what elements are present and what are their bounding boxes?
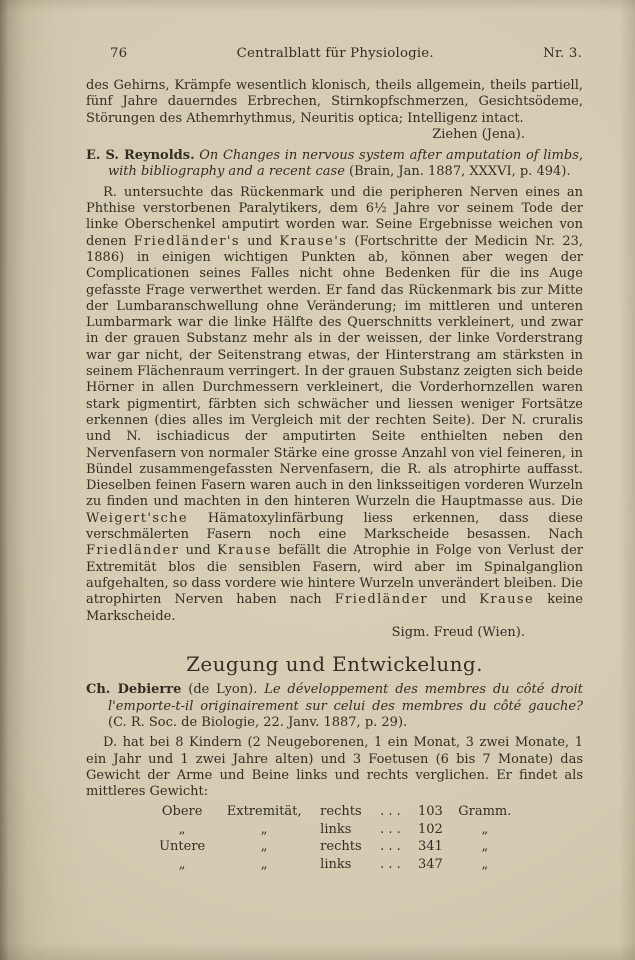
weights-cell: Gramm. <box>458 804 512 820</box>
weights-cell: . . . <box>380 804 401 820</box>
debierre-affiliation: (de Lyon). <box>188 682 258 698</box>
weights-cell: links <box>320 856 352 872</box>
reynolds-title: On Changes in nervous system after amputation of limbs, with bibliography and a recent case <box>108 148 584 180</box>
weights-row <box>149 803 520 821</box>
weights-cell: „ <box>260 839 268 855</box>
weights-cell: „ <box>178 821 186 837</box>
weights-cell: „ <box>481 821 489 837</box>
weights-row <box>149 838 520 856</box>
weights-cell: 341 <box>418 839 443 855</box>
debierre-entry-heading <box>86 682 583 731</box>
journal-title: Centralblatt für Physiologie. <box>236 46 434 61</box>
debierre-source: (C. R. Soc. de Biologie, 22. Janv. 1887, p. 29). <box>108 714 408 730</box>
weights-cell: 103 <box>418 804 443 820</box>
weights-cell: „ <box>481 839 489 855</box>
text-segment: keine Markscheide. <box>86 592 583 624</box>
text-segment: befällt die Atrophie in Folge von Verlust der Extremität blos die sensiblen Fasern, wird aber im Spinalganglion aufgehalten, so dass vordere wie hintere Wurzeln unverändert bleiben. Die atrophirten Nerven haben nach <box>86 543 583 608</box>
emphasized-name: Krause's <box>279 233 348 249</box>
weights-cell: . . . <box>380 839 401 855</box>
text-segment: und <box>179 543 218 559</box>
debierre-body: D. hat bei 8 Kindern (2 Neugeborenen, 1 ein Monat, 3 zwei Monate, 1 ein Jahr und 1 zwei Jahre alten) und 3 Foetusen (6 bis 7 Monate) das Gewicht der Arme und Beine links und rechts verglichen. Er findet als mittleres Gewicht: <box>86 735 583 800</box>
continuation-paragraph: des Gehirns, Krämpfe wesentlich klonisch, theils allgemein, theils partiell, fünf Jahre dauerndes Erbrechen, Stirnkopfschmerzen, Gesichtsödeme, Störungen des Athemrhythmus, Neuritis optica; Intelligenz intact. <box>86 78 583 126</box>
weights-cell: Obere <box>161 804 203 820</box>
weights-cell: „ <box>178 856 186 872</box>
weights-cell: Untere <box>159 839 206 855</box>
emphasized-name: Krause <box>479 592 535 608</box>
section-heading: Zeugung und Entwickelung. <box>186 652 483 677</box>
text-segment: und <box>239 233 280 249</box>
weights-row <box>149 821 520 839</box>
signature-ziehen: Ziehen (Jena). <box>432 126 525 142</box>
weights-cell: links <box>320 821 352 837</box>
emphasized-name: Krause <box>217 543 272 559</box>
weights-cell: „ <box>260 856 268 872</box>
issue-number: Nr. 3. <box>543 46 582 61</box>
emphasized-name: Friedländer's <box>133 233 240 249</box>
weights-cell: rechts <box>320 839 362 855</box>
weights-cell: Extremität, <box>226 804 302 820</box>
emphasized-name: Friedländer <box>86 543 180 559</box>
weights-cell: „ <box>260 821 268 837</box>
text-segment: R. untersuchte das Rückenmark und die peripheren Nerven eines an Phthise verstorbenen Paralytikers, dem 6½ Jahre vor seinem Tode der linke Oberschenkel amputirt worden war. Seine Ergebnisse weichen von denen <box>86 184 583 249</box>
signature-freud: Sigm. Freud (Wien). <box>391 624 525 640</box>
reynolds-entry-heading <box>86 148 583 181</box>
weights-cell: . . . <box>380 821 401 837</box>
emphasized-name: Friedländer <box>334 592 429 608</box>
weights-table <box>149 803 520 873</box>
weights-cell: 347 <box>418 856 443 872</box>
weights-cell: . . . <box>380 856 401 872</box>
weights-row <box>149 856 520 874</box>
text-segment: (Fortschritte der Medicin Nr. 23, 1886) in einigen wichtigen Punkten ab, können aber wegen der Complicationen seines Falles nicht ohne Bedenken für die ins Auge gefasste Frage verwerthet werden. Er fand das Rückenmark bis zur Mitte der Lumbaranschwellung ohne Veränderung; im mittleren und unteren Lumbarmark war die linke Hälfte des Querschnitts verkleinert, und zwar in der grauen Substanz mehr als in der weissen, der linke Vorderstrang war gar nicht, der Seitenstrang etwas, der Hinterstrang am stärksten in seinem Flächenraum verringert. In der grauen Substanz zeigten sich beide Hörner in allen Durchmessern verkleinert, die Vorderhornzellen waren stark pigmentirt, färbten sich schwächer und liessen weniger Fortsätze erkennen (dies alles im Vergleich mit der rechten Seite). Der N. cruralis und N. ischiadicus der amputirten Seite enthielten neben den Nervenfasern von normaler Stärke eine grosse Anzahl von viel feineren, in Bündel zusammengefassten Nervenfasern, die R. als atrophirte auffasst. Dieselben feinen Fasern waren auch in den linksseitigen vorderen Wurzeln zu finden und machten in den hinteren Wurzeln die Hauptmasse aus. Die <box>86 233 583 510</box>
weights-cell: 102 <box>418 821 443 837</box>
emphasized-name: Weigert'sche <box>86 510 188 526</box>
weights-cell: „ <box>481 856 489 872</box>
reynolds-source: (Brain, Jan. 1887, XXXVI, p. 494). <box>349 164 571 180</box>
page-number: 76 <box>110 46 128 61</box>
debierre-title: Le développement des membres du côté droit l'emporte-t-il originairement sur celui des membres du côté gauche? <box>108 682 584 714</box>
page-header <box>0 0 635 61</box>
weights-cell: rechts <box>320 804 362 820</box>
debierre-author: Ch. Debierre <box>86 682 182 698</box>
page-content <box>0 61 635 873</box>
text-segment: und <box>428 592 480 608</box>
reynolds-body <box>86 185 583 625</box>
text-segment: Hämatoxylinfärbung liess erkennen, dass diese verschmälerten Fasern noch eine Markscheide besassen. Nach <box>86 510 583 543</box>
reynolds-author: E. S. Reynolds. <box>86 148 195 164</box>
